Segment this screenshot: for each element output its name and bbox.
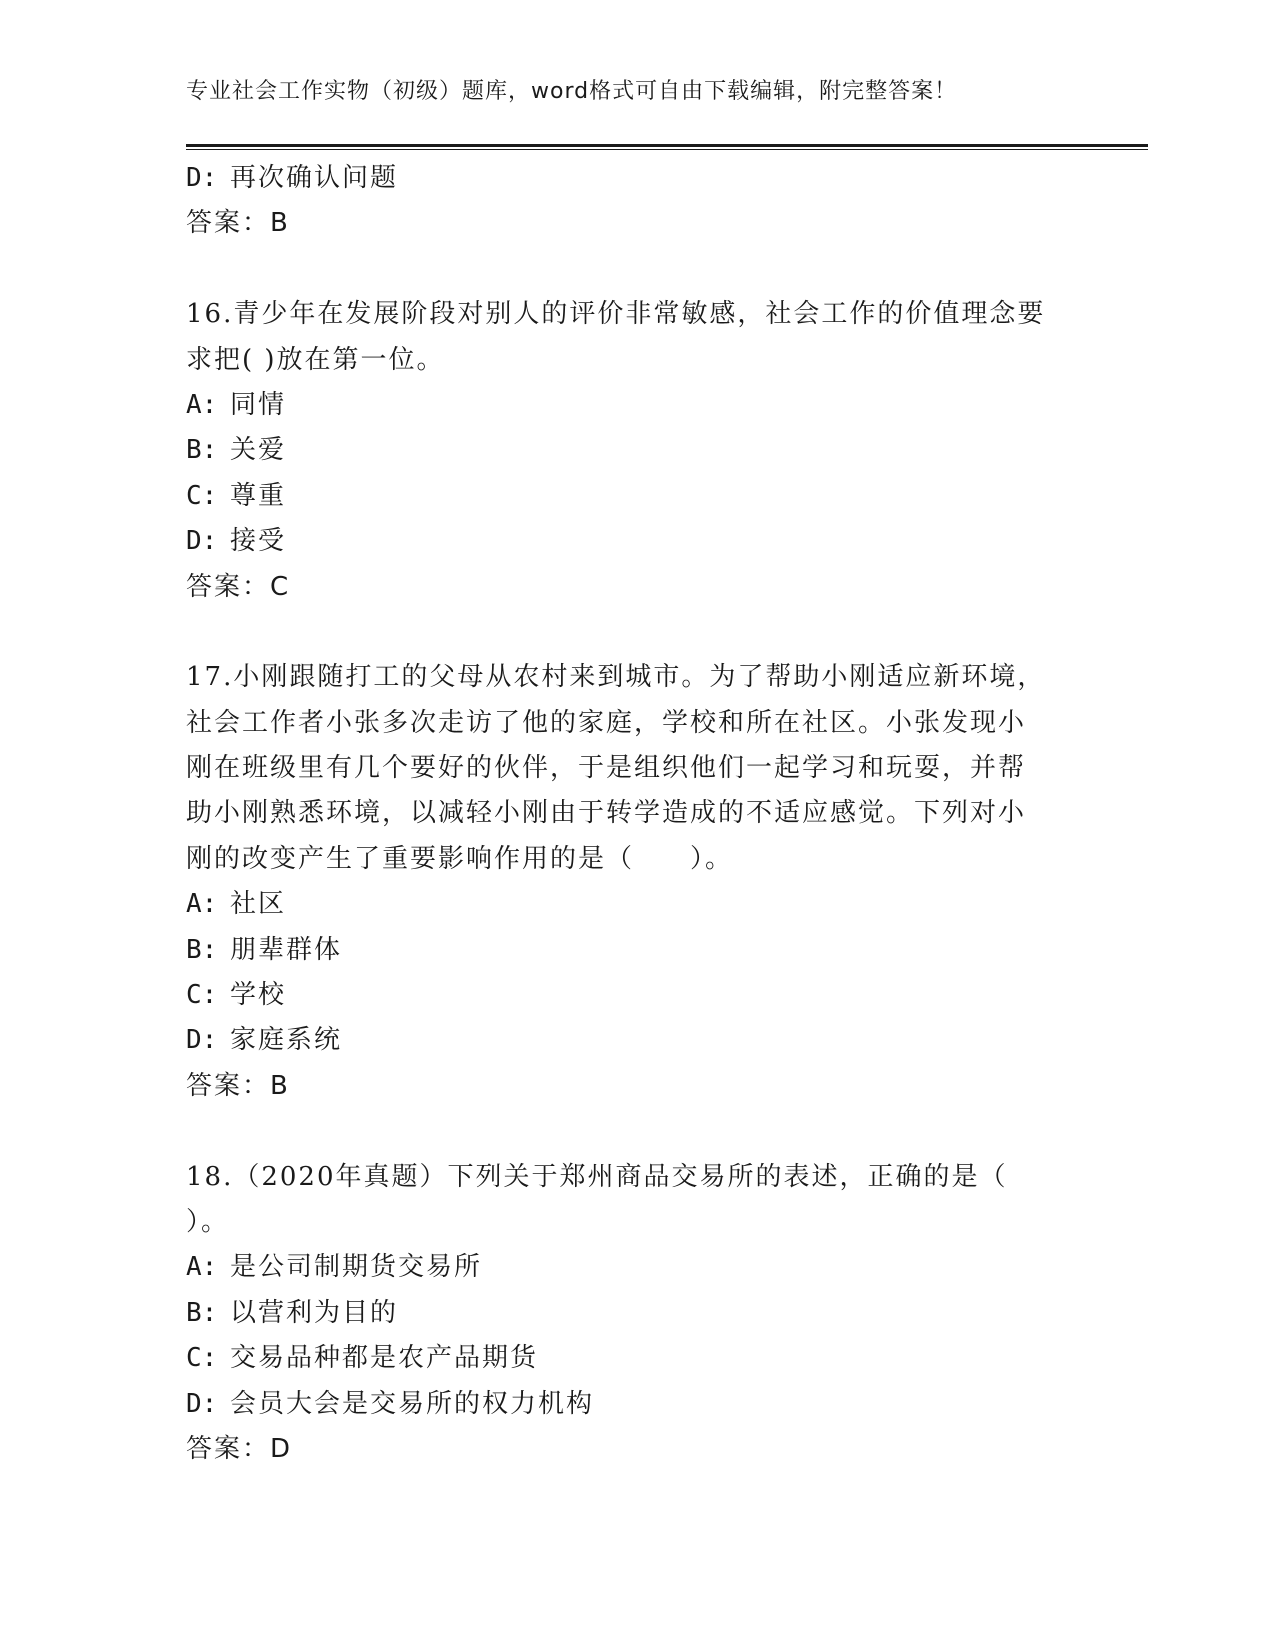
option-letter: C: [186, 480, 218, 511]
option-letter: C: [186, 1343, 218, 1374]
option-line [186, 474, 1086, 519]
option-text: 接受 [230, 526, 287, 557]
option-letter: B: [186, 1297, 218, 1328]
option-text: 尊重 [230, 480, 287, 511]
question-stem-line: 刚的改变产生了重要影响作用的是（ ）。 [186, 843, 734, 874]
question-stem-line: 社会工作者小张多次走访了他的家庭，学校和所在社区。小张发现小 [186, 707, 1027, 738]
option-line [186, 383, 1086, 428]
option-line [186, 156, 1086, 201]
option-line [186, 928, 1086, 973]
option-letter: B: [186, 435, 218, 466]
option-line [186, 1291, 1086, 1336]
question-stem-line: 18.（2020年真题）下列关于郑州商品交易所的表述，正确的是（ [186, 1161, 1008, 1192]
page-header: 专业社会工作实物（初级）题库，word格式可自由下载编辑，附完整答案！ [186, 79, 958, 104]
option-text: 学校 [230, 980, 287, 1011]
question-block-16 [186, 292, 1086, 610]
answer-line: 答案：D [186, 1433, 293, 1464]
question-gap [186, 610, 1086, 655]
option-line [186, 1245, 1086, 1290]
header-rule-thin [186, 149, 1148, 150]
option-letter: D: [186, 1025, 218, 1056]
option-letter: C: [186, 980, 218, 1011]
question-stem-line: ）。 [186, 1206, 230, 1237]
question-stem-line: 助小刚熟悉环境，以减轻小刚由于转学造成的不适应感觉。下列对小 [186, 798, 1027, 829]
answer-line: 答案：B [186, 208, 290, 239]
header-rule-thick [186, 144, 1148, 147]
option-text: 同情 [230, 389, 287, 420]
option-line [186, 519, 1086, 564]
answer-line: 答案：B [186, 1070, 290, 1101]
question-stem-line: 16.青少年在发展阶段对别人的评价非常敏感，社会工作的价值理念要 [186, 299, 1046, 330]
question-block-17 [186, 655, 1086, 1109]
answer-line: 答案：C [186, 571, 291, 602]
option-letter: D: [186, 163, 218, 193]
option-line [186, 882, 1086, 927]
option-text: 社区 [230, 889, 287, 920]
option-letter: A: [186, 389, 218, 420]
question-stem-line: 17.小刚跟随打工的父母从农村来到城市。为了帮助小刚适应新环境， [186, 662, 1046, 693]
option-line [186, 973, 1086, 1018]
option-letter: D: [186, 526, 218, 557]
option-letter: D: [186, 1388, 218, 1419]
question-stem-line: 求把( )放在第一位。 [186, 344, 445, 375]
option-letter: B: [186, 934, 218, 965]
option-letter: A: [186, 889, 218, 920]
question-gap [186, 1109, 1086, 1154]
option-text: 家庭系统 [230, 1025, 343, 1056]
option-text: 朋辈群体 [230, 934, 343, 965]
option-text: 是公司制期货交易所 [230, 1252, 483, 1283]
question-block-18 [186, 1155, 1086, 1473]
option-line [186, 428, 1086, 473]
option-text: 再次确认问题 [230, 163, 399, 193]
option-text: 会员大会是交易所的权力机构 [230, 1388, 595, 1419]
option-text: 以营利为目的 [230, 1297, 399, 1328]
option-text: 关爱 [230, 435, 287, 466]
option-line [186, 1336, 1086, 1381]
option-line [186, 1382, 1086, 1427]
question-stem-line: 刚在班级里有几个要好的伙伴，于是组织他们一起学习和玩耍，并帮 [186, 753, 1027, 784]
question-gap [186, 247, 1086, 292]
option-letter: A: [186, 1252, 218, 1283]
option-text: 交易品种都是农产品期货 [230, 1343, 539, 1374]
document-body [186, 156, 1086, 1472]
option-line [186, 1018, 1086, 1063]
